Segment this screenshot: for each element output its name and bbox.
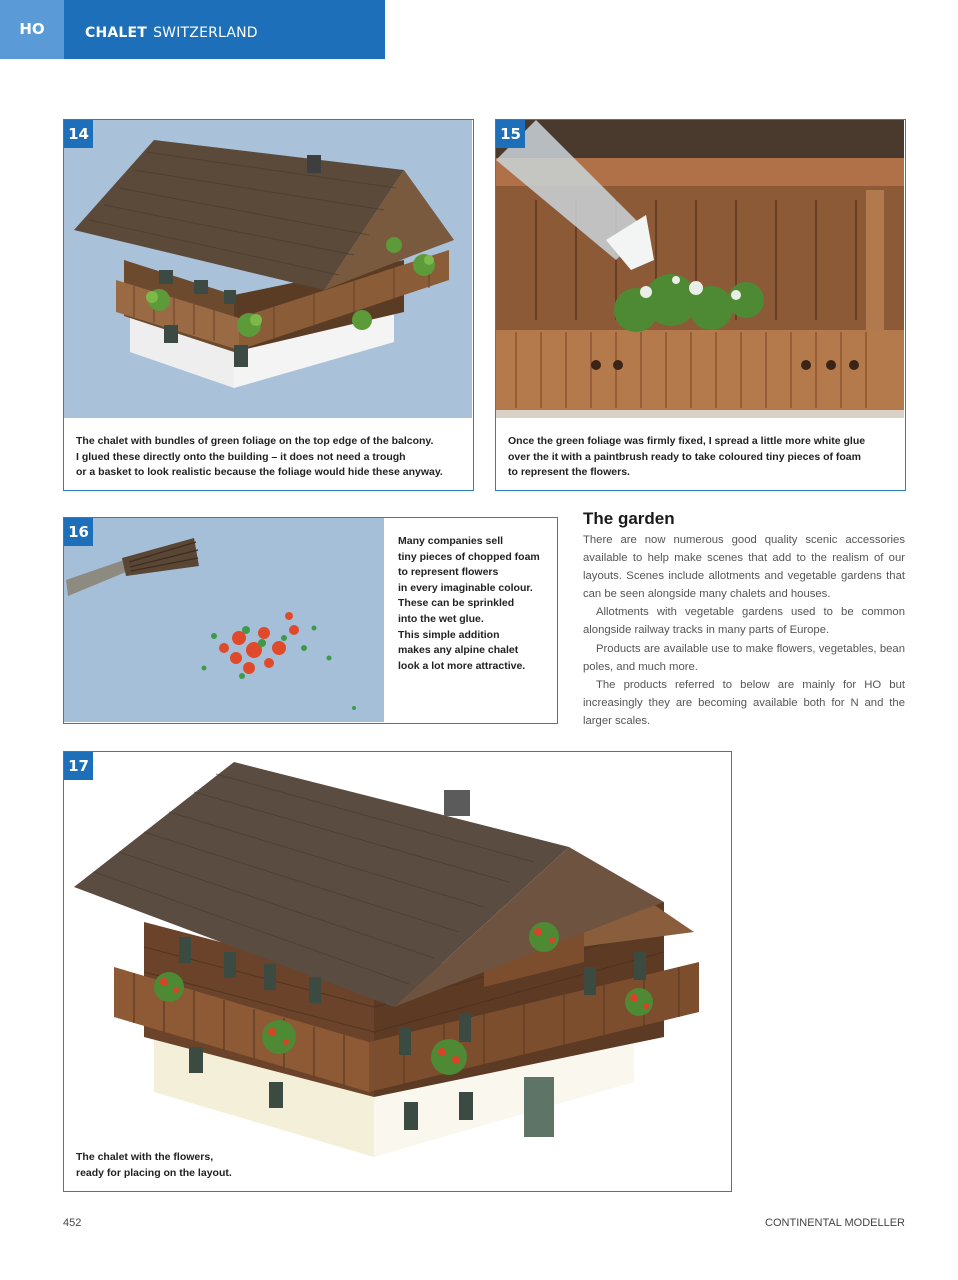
figure-14: [63, 119, 474, 491]
glue-brush-photo: [496, 120, 904, 418]
caption-line: ready for placing on the layout.: [76, 1166, 232, 1179]
article-paragraph: There are now numerous good quality scenic accessories available to help make scenes that add to the realism of our layouts. Scenes include allotments and vegetable gardens that can be seen alongside many chalets and houses.: [583, 534, 905, 601]
section-header: [0, 0, 385, 59]
caption-line: This simple addition: [398, 628, 500, 641]
figure-16: [63, 517, 558, 724]
caption-line: Once the green foliage was firmly fixed, I spread a little more white glue: [508, 435, 866, 447]
figure-caption: [76, 434, 466, 481]
caption-line: to represent the flowers.: [508, 466, 630, 479]
article-paragraph: The products referred to below are mainly for HO but increasingly they are becoming available both for N and the larger scales.: [583, 678, 905, 727]
section-title: [85, 0, 258, 59]
caption-line: These can be sprinkled: [398, 597, 515, 610]
figure-number: 14: [64, 120, 93, 148]
caption-line: to represent flowers: [398, 566, 499, 579]
scale-tag: HO: [0, 0, 64, 59]
section-title-bold: CHALET: [85, 25, 148, 41]
figure-number: 17: [64, 752, 93, 780]
article-paragraph: Products are available use to make flowers, vegetables, bean poles, and much more.: [583, 642, 905, 673]
figure-15: [495, 119, 906, 491]
caption-line: The chalet with the flowers,: [76, 1151, 214, 1163]
figure-caption: [398, 534, 556, 674]
article-garden: [583, 509, 905, 730]
article-paragraph: Allotments with vegetable gardens used to be common alongside railway tracks in many parts of Europe.: [583, 606, 905, 637]
caption-line: Many companies sell: [398, 535, 504, 547]
caption-line: look a lot more attractive.: [398, 659, 526, 672]
article-title: The garden: [583, 509, 675, 528]
chalet-foliage-photo: [64, 120, 472, 418]
caption-line: tiny pieces of chopped foam: [398, 550, 540, 563]
foam-flowers-photo: [64, 518, 384, 722]
figure-number: 16: [64, 518, 93, 546]
publication-name: CONTINENTAL MODELLER: [765, 1217, 905, 1229]
figure-caption: [76, 1150, 376, 1181]
figure-17: [63, 751, 732, 1192]
page-number: 452: [63, 1217, 82, 1229]
caption-line: makes any alpine chalet: [398, 644, 519, 657]
caption-line: over the it with a paintbrush ready to take coloured tiny pieces of foam: [508, 450, 861, 463]
figure-number: 15: [496, 120, 525, 148]
caption-line: in every imaginable colour.: [398, 581, 533, 594]
caption-line: The chalet with bundles of green foliage on the top edge of the balcony.: [76, 435, 434, 447]
finished-chalet-photo: [64, 752, 730, 1190]
caption-line: into the wet glue.: [398, 612, 484, 625]
section-title-rest: SWITZERLAND: [153, 25, 258, 41]
figure-caption: [508, 434, 898, 481]
caption-line: I glued these directly onto the building – it does not need a trough: [76, 450, 406, 463]
caption-line: or a basket to look realistic because the foliage would hide these anyway.: [76, 466, 443, 479]
